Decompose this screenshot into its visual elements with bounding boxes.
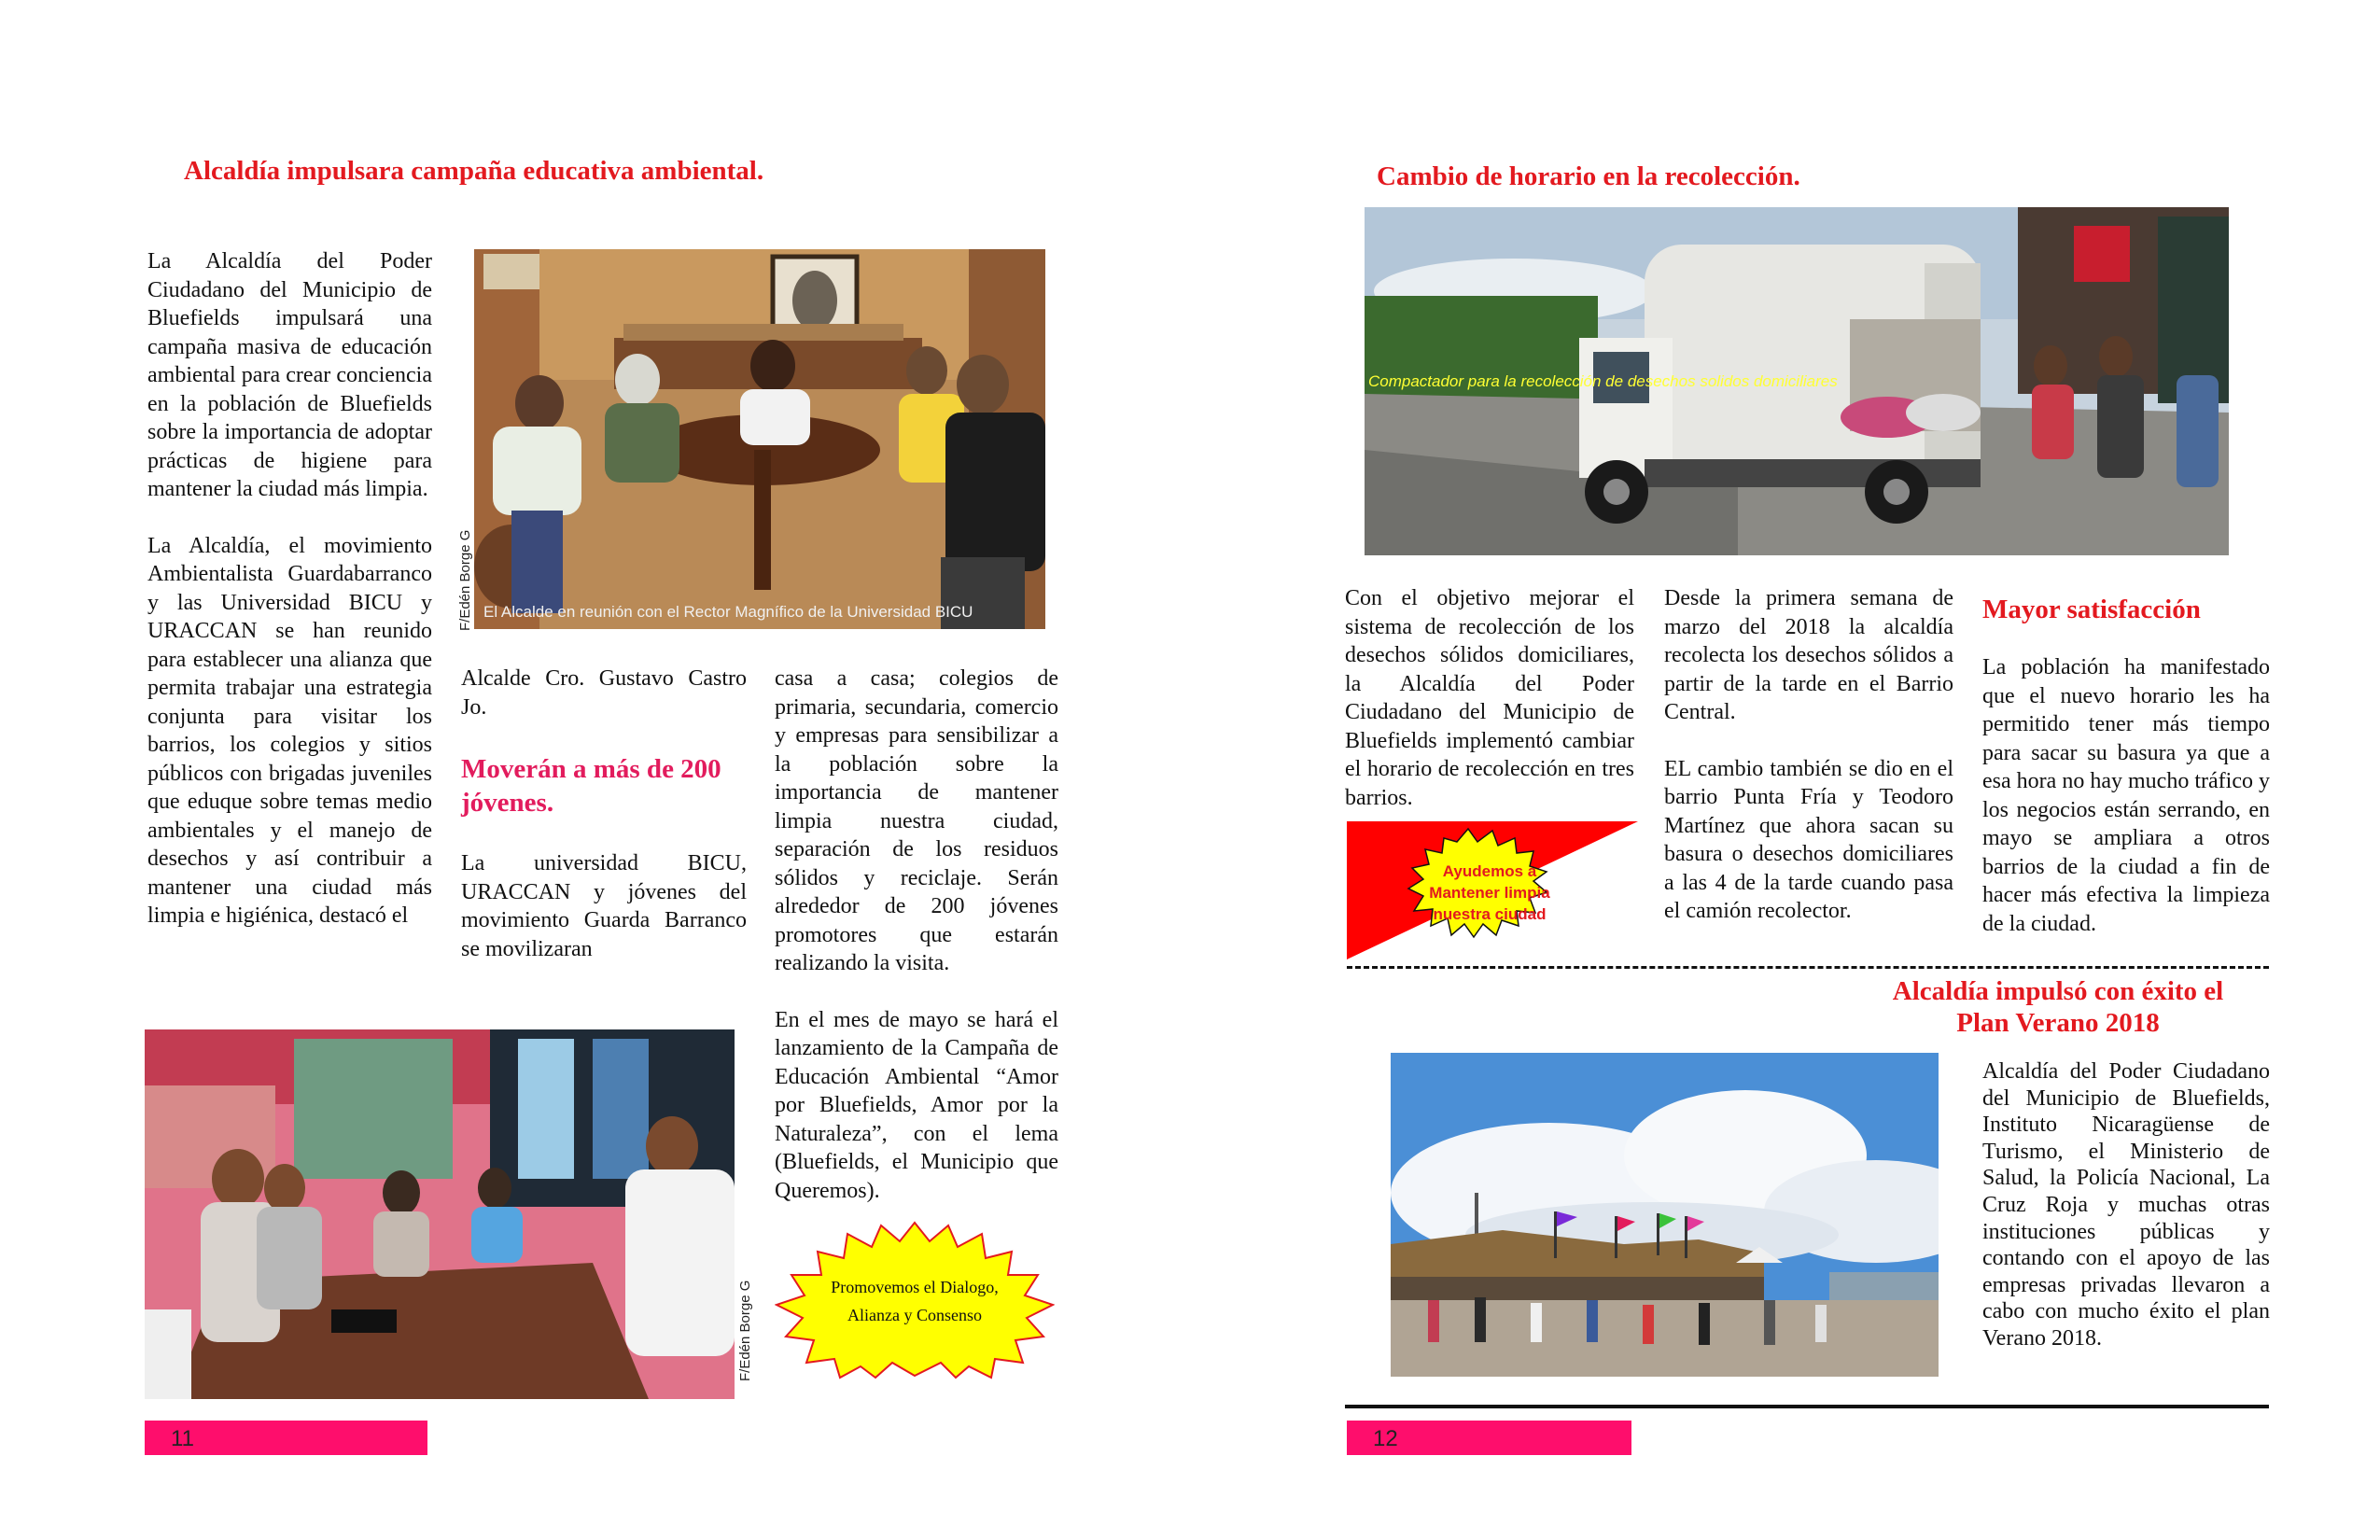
right-col2-paragraph-2: EL cambio también se dio en el barrio Punta Fría y Teodoro Martínez que ahora sacan su basura o desechos domiciliares a las 4 de la tarde cuando pasa el camión recolector.: [1664, 756, 1953, 923]
banner-line-1: Ayudemos a: [1442, 862, 1537, 880]
right-col1-paragraph: Con el objetivo mejorar el sistema de recolección de los desechos sólidos domiciliares, la Alcaldía del Poder Ciudadano del Municipio de Bluefields implementó cambiar el horario de recolección en tres barrios.: [1345, 586, 1634, 810]
starburst-line-2: Alianza y Consenso: [847, 1306, 982, 1324]
page-number-left: 11: [171, 1426, 194, 1451]
starburst-text: [775, 1273, 1055, 1329]
photo1-credit: F/Edén Borge G: [457, 529, 473, 631]
meeting-photo-mayor-rector: [474, 249, 1045, 629]
banner-line-3: nuestra ciudad: [1433, 905, 1547, 923]
meeting-photo-caption: El Alcalde en reunión con el Rector Magnífico de la Universidad BICU: [483, 603, 973, 621]
page-number-right: 12: [1373, 1426, 1398, 1451]
right-headline-2: [1848, 975, 2268, 1039]
left-col2-intro: Alcalde Cro. Gustavo Castro Jo.: [461, 666, 747, 720]
right-column-4: [1982, 1058, 2270, 1352]
right-column-1: [1345, 584, 1634, 812]
banner-line-2: Mantener limpia: [1429, 884, 1550, 902]
truck-photo-caption: Compactador para la recolección de desechos solidos domiciliares: [1368, 372, 1838, 390]
garbage-truck-photo: [1365, 207, 2229, 555]
meeting-photo-room: [145, 1029, 735, 1399]
right-col4-paragraph: Alcaldía del Poder Ciudadano del Municipio de Bluefields, Instituto Nicaragüense de Turismo, el Ministerio de Salud, la Policía Nacional, La Cruz Roja y muchas otras instituciones públicas y contando con el apoyo de las empresas privadas llevaron a cabo con mucho éxito el plan Verano 2018.: [1982, 1059, 2270, 1351]
right-headline: Cambio de horario en la recolección.: [1377, 161, 1800, 191]
clean-city-banner: [1347, 821, 1638, 959]
page-number-bar-left: [145, 1421, 427, 1455]
left-subheadline: Moverán a más de 200 jóvenes.: [461, 754, 721, 818]
right-col3-paragraph: La población ha manifestado que el nuevo horario les ha permitido tener más tiempo para sacar su basura ya que a esa hora no hay mucho tráfico y los negocios están serrando, en mayo se ampliara a otros barrios de la ciudad a fin de hacer más efectiva la limpieza de la ciudad.: [1982, 655, 2270, 936]
starburst-line-1: Promovemos el Dialogo,: [831, 1278, 999, 1296]
left-headline: Alcaldía impulsara campaña educativa ambiental.: [184, 156, 764, 186]
beach-plan-verano-photo: [1391, 1053, 1939, 1377]
left-col2-paragraph: La universidad BICU, URACCAN y jóvenes del movimiento Guarda Barranco se movilizaran: [461, 851, 747, 961]
left-col1-paragraph-1: La Alcaldía del Poder Ciudadano del Municipio de Bluefields impulsará una campaña masiva de educación ambiental para crear conciencia en la población de Bluefields sobre la importancia de adoptar prácticas de higiene para mantener la ciudad más limpia.: [147, 249, 432, 501]
banner-text: [1429, 861, 1550, 925]
left-column-2: [461, 665, 747, 721]
left-col3-paragraph-2: En el mes de mayo se hará el lanzamiento de la Campaña de Educación Ambiental “Amor por Bluefields, Amor por la Naturaleza”, con el lema (Bluefields, el Municipio que Queremos).: [775, 1007, 1058, 1203]
bottom-divider: [1345, 1405, 2269, 1408]
starburst-badge: [775, 1221, 1055, 1379]
dashed-divider: [1347, 966, 2269, 969]
right-column-3: [1982, 653, 2270, 938]
right-col2-paragraph-1: Desde la primera semana de marzo del 2018 la alcaldía recolecta los desechos sólidos a partir de la tarde en el Barrio Central.: [1664, 586, 1953, 724]
right-headline-2-line-1: Alcaldía impulsó con éxito el: [1892, 976, 2224, 1006]
left-col1-paragraph-2: La Alcaldía, el movimiento Ambientalista Guardabarranco y las Universidad BICU y URACCAN se han reunido para establecer una alianza que permita trabajar una estrategia conjunta para visitar los barrios, los colegios y sitios públicos con brigadas juveniles que eduque sobre temas medio ambientales y el manejo de desechos y así contribuir a mantener una ciudad más limpia e higiénica, destacó el: [147, 533, 432, 928]
right-subheadline: Mayor satisfacción: [1982, 595, 2201, 624]
right-column-2: [1664, 584, 1953, 926]
page-number-bar-right: [1347, 1421, 1631, 1455]
left-col3-paragraph-1: casa a casa; colegios de primaria, secundaria, comercio y empresas para sensibilizar a la población sobre la importancia de mantener limpia nuestra ciudad, separación de los residuos sólidos y reciclaje. Serán alrededor de 200 jóvenes promotores que estarán realizando la visita.: [775, 666, 1058, 975]
right-headline-2-line-2: Plan Verano 2018: [1956, 1008, 2160, 1038]
left-column-1: [147, 247, 432, 931]
left-column-2-body: [461, 849, 747, 963]
left-column-3: [775, 665, 1058, 1205]
photo2-credit: F/Edén Borge G: [737, 1280, 753, 1381]
